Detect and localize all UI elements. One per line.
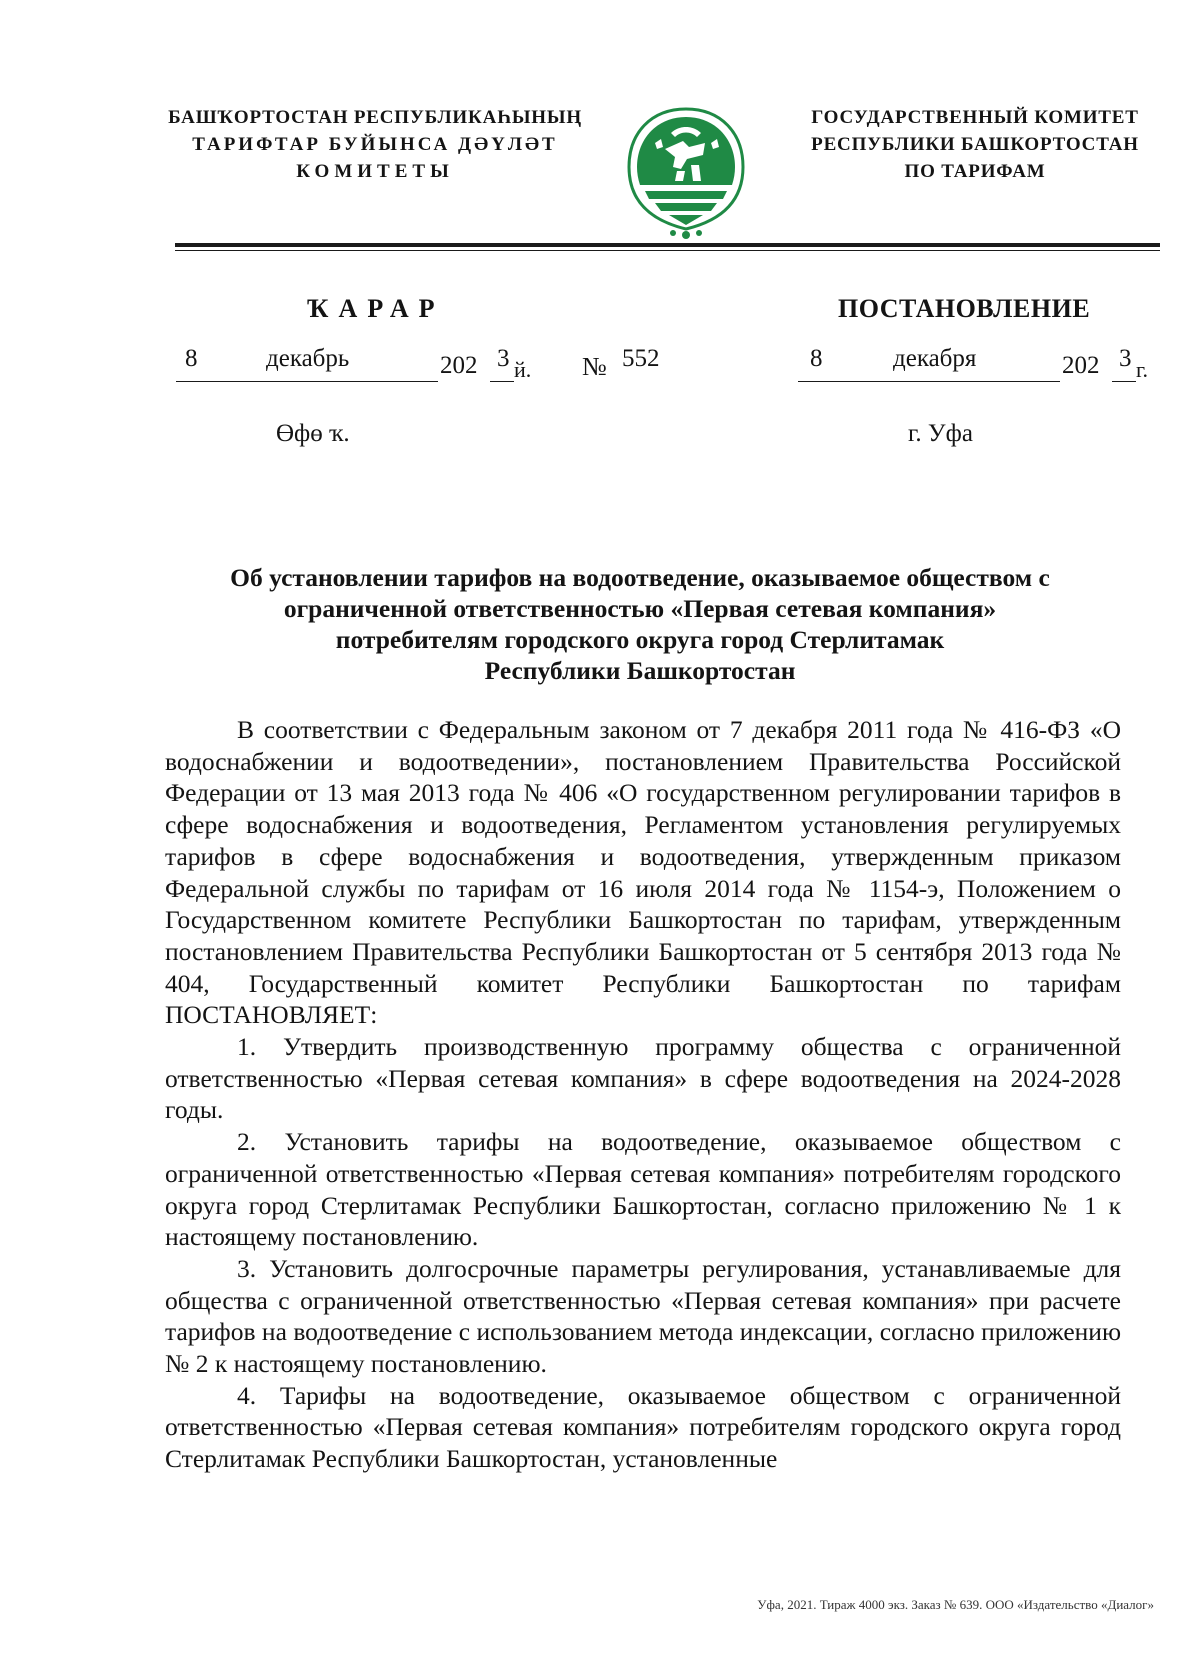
header-right-block [780, 104, 1170, 185]
left-date-underline [176, 381, 438, 382]
preamble-paragraph: В соответствии с Федеральным законом от 7 декабря 2011 года № 416-ФЗ «О водоснабжении и водоотведении», постановлением Правительства Российской Федерации от 13 мая 2013 года № 406 «О государственном регулировании тарифов в сфере водоснабжения и водоотведения, Регламентом установления регулируемых тарифов в сфере водоснабжения и водоотведения, утвержденным приказом Федеральной службы по тарифам от 16 июля 2014 года № 1154-э, Положением о Государственном комитете Республики Башкортостан по тарифам, утвержденным постановлением Правительства Республики Башкортостан от 5 сентября 2013 года № 404, Государственный комитет Республики Башкортостан по тарифам ПОСТАНОВЛЯЕТ: [165, 715, 1121, 1030]
document-body [165, 714, 1121, 1475]
header-right-line-2: РЕСПУБЛИКИ БАШКОРТОСТАН [811, 134, 1139, 155]
left-year-underline [490, 381, 514, 382]
title-line-2: ограниченной ответственностью «Первая сетевая компания» [283, 594, 997, 623]
right-date-day: 8 [810, 345, 823, 372]
title-line-4: Республики Башкортостан [484, 656, 796, 685]
header-divider-thick [175, 243, 1160, 247]
right-year-underline [1112, 381, 1136, 382]
header-left-line-2: ТАРИФТАР БУЙЫНСА ДӘҮЛӘТ [192, 134, 558, 155]
header-right-line-1: ГОСУДАРСТВЕННЫЙ КОМИТЕТ [811, 107, 1139, 128]
left-date-day: 8 [185, 345, 198, 372]
header-left-line-1: БАШҠОРТОСТАН РЕСПУБЛИКАҺЫНЫҢ [168, 107, 582, 128]
clause-3-paragraph: 3. Установить долгосрочные параметры регулирования, устанавливаемые для общества с ограниченной ответственностью «Первая сетевая компания» при расчете тарифов на водоотведение с использованием метода индексации, согласно приложению № 2 к настоящему постановлению. [165, 1253, 1121, 1379]
clause-1-paragraph: 1. Утвердить производственную программу общества с ограниченной ответственностью «Первая сетевая компания» в сфере водоотведения на 2024-2028 годы. [165, 1032, 1121, 1125]
header-left-block [160, 104, 590, 185]
title-line-3: потребителям городского округа город Стерлитамак [335, 625, 945, 654]
header-left-line-3: КОМИТЕТЫ [296, 161, 454, 182]
title-line-1: Об установлении тарифов на водоотведение, оказываемое обществом с [230, 563, 1050, 592]
city-russian: г. Уфа [908, 420, 973, 447]
decree-number-sign: № [582, 352, 607, 381]
coat-of-arms-icon [625, 103, 747, 241]
left-year-suffix: й. [514, 357, 532, 382]
right-year-digit: 3 [1119, 345, 1132, 372]
document-title [170, 562, 1110, 686]
left-date-month: декабрь [266, 345, 350, 372]
clause-2-paragraph: 2. Установить тарифы на водоотведение, оказываемое обществом с ограниченной ответственностью «Первая сетевая компания» потребителям городского округа город Стерлитамак Республики Башкортостан, согласно приложению № 1 к настоящему постановлению. [165, 1127, 1121, 1252]
header-right-line-3: ПО ТАРИФАМ [904, 161, 1046, 182]
right-date-month: декабря [893, 345, 977, 372]
right-year-suffix: г. [1136, 357, 1149, 382]
print-imprint: Уфа, 2021. Тираж 4000 экз. Заказ № 639. ООО «Издательство «Диалог» [757, 1597, 1154, 1612]
right-date-underline [798, 381, 1060, 382]
city-bashkir: Өфө ҡ. [276, 420, 350, 447]
left-year-digit: 3 [497, 345, 510, 372]
header-divider-thin [175, 250, 1160, 251]
decree-number: 552 [622, 345, 660, 372]
right-year-prefix: 202 [1062, 352, 1100, 379]
clause-4-paragraph: 4. Тарифы на водоотведение, оказываемое обществом с ограниченной ответственностью «Первая сетевая компания» потребителям городского округа город Стерлитамак Республики Башкортостан, установленные [165, 1380, 1121, 1474]
doc-type-russian: ПОСТАНОВЛЕНИЕ [838, 294, 1091, 323]
doc-type-bashkir: ҠАРАР [307, 294, 445, 323]
left-year-prefix: 202 [440, 352, 478, 379]
